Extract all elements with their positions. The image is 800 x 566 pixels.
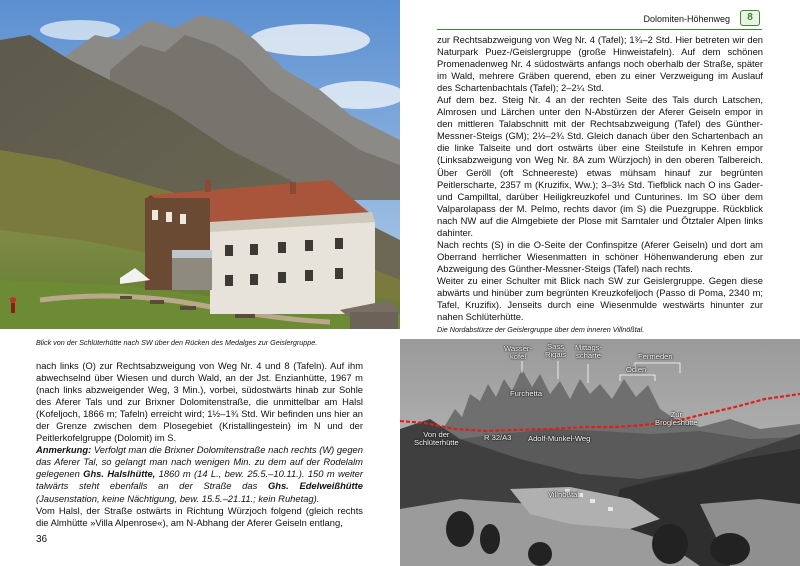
left-page-body <box>36 360 363 529</box>
note-text-1: Verfolgt man die Brixner Dolomitenstraße nach rechts (W) gegen das Aferer Tal, so gelangt man nach wenigen Min. zu dem auf der Rodelalm gelegenen <box>36 444 363 480</box>
note-hut-1: Ghs. Halslhütte, <box>83 468 156 480</box>
left-note <box>36 444 363 504</box>
right-photo-caption: Die Nordabstürze der Geislergruppe über dem inneren Villnößtal. <box>437 325 645 334</box>
note-label: Anmerkung: <box>36 444 92 456</box>
right-page-body <box>437 34 763 323</box>
panorama-illustration <box>400 339 800 566</box>
route-number-badge: 8 <box>740 10 760 26</box>
label-schlueterhuette: Von der Schlüterhütte <box>414 430 459 447</box>
label-adolf-munkel-weg: Adolf-Munkel-Weg <box>528 434 591 443</box>
label-fermeden: Fermeden <box>638 352 673 361</box>
left-photo-caption: Blick von der Schlüterhütte nach SW über den Rücken des Medalges zur Geislergruppe. <box>36 338 318 347</box>
right-paragraph-3: Nach rechts (S) in die O-Seite der Confinspitze (Aferer Geiseln) und dort am Oberrand herrlicher Wiesenmatten in schöner Höhenwanderung eben zur Abzweigung des Günther-Messner-Steigs (Tafel) nach rechts. <box>437 238 763 274</box>
left-paragraph-1: nach links (O) zur Rechtsabzweigung von Weg Nr. 4 und 8 (Tafeln). Auf ihm abwechselnd über Wiesen und durch Wald, an der Jst. Enzianhütte, 1967 m (nach links abzweigender Weg, 3 Min.), vorbei, südostwärts hinab zur Sohle des Aferer Tals und zur Brixner Dolomitenstraße, die unmittelbar am Halsl (Kofeljoch, 1866 m; Tafeln) erreicht wird; 1½–1¾ Std. Wir befinden uns hier an der Grenze zwischen dem Plosegebiet (Kristallingestein) im N und der Peitlerkofelgruppe (Dolomit) im S. <box>36 360 363 444</box>
note-text-2: 1860 m (14 L., bew. 25.5.–10.11.). 150 m weiter talwärts steht ebenfalls an der Straße das <box>36 468 364 492</box>
label-route: R 32/A3 <box>484 433 512 442</box>
running-header-title: Dolomiten-Höhenweg <box>643 14 730 24</box>
label-brogleshuette: Zur Brogleshütte <box>655 410 698 427</box>
label-wasserkofel: Wasser- kofel <box>504 344 532 361</box>
right-paragraph-1: zur Rechtsabzweigung von Weg Nr. 4 (Tafel); 1¾–2 Std. Hier betreten wir den Naturpark Puez-/Geislergruppe (große Hinweistafeln). Auf dem schönen Promenadenweg Nr. 4 südostwärts anfangs noch oberhalb der Straße, später im Wald, mehrere Gräben querend, eben zu einer Verzweigung im Auslauf des Schartenbachtals (Tafel); 2–2¼ Std. <box>437 34 763 94</box>
label-sass-rigais: Sass Rigais <box>545 342 567 359</box>
panorama-photo <box>400 339 800 566</box>
right-paragraph-4: Weiter zu einer Schulter mit Blick nach SW zur Geislergruppe. Gegen diese abwärts und hinüber zum begrünten Kreuzkofeljoch (Passo di Poma, 2340 m; Tafel, Kruzifix). Jenseits durch eine Wiesenmulde westwärts hinunter zur nahen Schlüterhütte. <box>437 274 763 323</box>
hut-photo-illustration <box>0 0 400 329</box>
note-hut-2: Ghs. Edelweißhütte <box>267 480 363 492</box>
label-furchetta: Furchetta <box>510 389 543 398</box>
label-odlen: Odlen <box>626 365 647 374</box>
label-villnoesstal: Villnößtal <box>548 490 580 499</box>
left-paragraph-2: Vom Halsl, der Straße ostwärts in Richtung Würzjoch folgend (gleich rechts die Almhütte »Villa Alpenrose«), am N-Abhang der Aferer Geiseln entlang, <box>36 504 363 528</box>
page-number: 36 <box>36 534 48 545</box>
hut-photo <box>0 0 400 329</box>
right-paragraph-2: Auf dem bez. Steig Nr. 4 an der rechten Seite des Tals durch Latschen, Almrosen und Lärchen unter den N-Abstürzen der Aferer Geiseln empor in den mittleren Talabschnitt mit der Rechtsabzweigung (Tafel) des Günther-Messner-Steigs (GM); 2½–2¾ Std. Gleich danach über den Schartenbach an die linke Talseite und dort ostwärts über eine Steilstufe in Kehren empor (Linksabzweigung von Weg Nr. 8A zum Würzjoch) in den oberen Talbereich. Über Geröll (oft Schneereste) etwas mühsam hinauf zur begrünten Peitlerscharte, 2357 m (Kruzifix, Ww.); 3–3½ Std. Tiefblick nach O ins Gader- und Campilltal, darüber Heiligkreuzkofel und Cunturines. Im SO über dem Valparolapass der M. Pelmo, rechts davor (im S) die Puezgruppe. Rückblick nach NW auf die Almgebiete der Plose mit Sarntaler und Ötztaler Alpen links dahinter. <box>437 94 763 238</box>
note-text-3: (Jausenstation, keine Nächtigung, bew. 15.5.–21.11.; kein Ruhetag). <box>36 492 320 504</box>
label-mittagsscharte: Mittags- scharte <box>575 343 603 360</box>
header-rule <box>437 29 762 30</box>
